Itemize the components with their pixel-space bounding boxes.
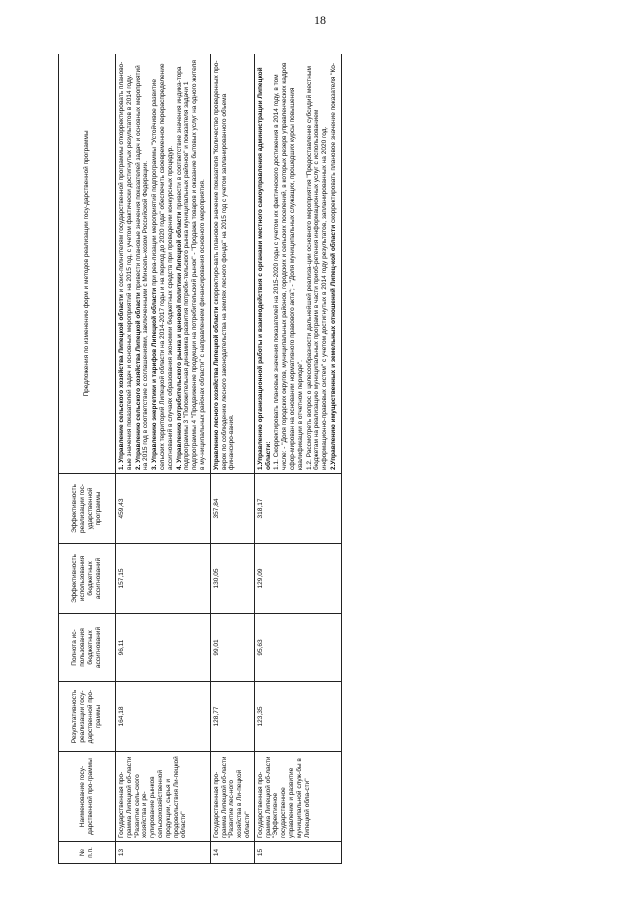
proposal-text: и соис-полнителям государственной программы откорректировать планово-вые значения показателей задач и основных мероприятий на 2015 год, с учетом фактически достигнутых результатов в 2014 году. (118, 61, 133, 470)
row-number: 14 (210, 842, 254, 864)
header-efficiency-program: Эффективность реализации гос-ударственной программы (59, 474, 116, 544)
effectiveness-value: 123,35 (254, 682, 341, 752)
proposal-text: 1.1. Скорректировать плановые значения показателей на 2015-2020 годы с учетом их фактического достижения в 2014 году, в том числе: - "Доля городских округов, муниципальных районов, городских и сельских поселений, в которых резерв управленческих кадров сфор-мирован на основании нормативного правового акта"; - "Доля муниципальных служащих, прошедших курсы повышения квалификации в отчетном периоде". (273, 62, 304, 470)
proposal-bold: 2. Управлению сельского хозяйства Липецкой области (134, 292, 142, 470)
efficiency-program-value: 318,17 (254, 474, 341, 544)
proposals-cell (210, 54, 254, 474)
completeness-value: 99,01 (210, 614, 254, 682)
proposal-bold: 3. Управлению энергетики и тарифов Липецкой области (151, 287, 159, 470)
program-name: Государственная про-грамма Липецкой об-ласти "Развитие лес-ного хозяйства в Ли-пецкой области" (210, 752, 254, 842)
header-proposals: Предложения по изменению форм и методов реализации госу-дарственной программы (59, 54, 116, 474)
rotated-table-area (58, 54, 598, 864)
program-name: Государственная про-грамма Липецкой об-ласти "Развитие сель-ского хозяйства и ре-гулирование рынков сельскохозяйственной продукции, сырья и продовольствия Ли-пецкой области" (116, 752, 211, 842)
proposals-cell (116, 54, 211, 474)
efficiency-funds-value: 130,05 (210, 544, 254, 614)
proposal-paragraph (257, 57, 273, 470)
efficiency-funds-value: 129,09 (254, 544, 341, 614)
row-number: 13 (116, 842, 211, 864)
effectiveness-value: 164,18 (116, 682, 211, 752)
proposals-cell (254, 54, 341, 474)
table-header-row (59, 54, 116, 864)
rotated-table-canvas (58, 54, 598, 864)
efficiency-program-value: 357,84 (210, 474, 254, 544)
proposal-paragraph (213, 57, 236, 470)
header-efficiency-funds: Эффективность использования бюджетных ассигнований (59, 544, 116, 614)
proposal-bold: 1.Управлению организационной работы и взаимодействия с органами местного самоуправления администрации Липецкой области: (256, 67, 272, 470)
header-program: Наименование госу-дарственной про-граммы (59, 752, 116, 842)
proposal-text: при реа-лизации мероприятий подпрограммы "Устойчивое развитие сельских территорий Липецкой области на 2014-2017 годы и на период до 2020 года" обеспечить своевременное перераспределение ассигнований в случаях образования экономии бюджетных средств при проведении конкурсных процедур. (151, 63, 174, 470)
proposal-bold: 1. Управление сельского хозяйства Липецкой области (118, 294, 125, 470)
header-completeness: Полнота ис-пользования бюджетных ассигнований (59, 614, 116, 682)
completeness-value: 95,63 (254, 614, 341, 682)
proposal-bold: Управлению лесного хозяйства Липецкой области (212, 306, 220, 470)
proposal-text: привести плановые значения показателей задач и основных мероприятий на 2015 год в соответствие с соглашениями, заключенными с Минсель-хозом Российской Федерации. (134, 65, 150, 470)
effectiveness-value: 128,77 (210, 682, 254, 752)
proposal-paragraph (118, 57, 134, 470)
proposal-paragraph (330, 57, 338, 470)
proposal-bold: 2.Управлению имущественных и земельных отношений Липец-кой области (329, 224, 337, 470)
header-effectiveness: Результативность реализации госу-дарственной про-граммы (59, 682, 116, 752)
proposal-text: 1.2. Рассмотреть вопрос о целесообразности дальнейшей реализа-ции основного мероприятия "Предоставление субсидий местным бюджетам на реализацию муниципальных программ в части приоб-ретения информационных услуг с использованием информационно-правовых систем" с учетом достигнутых в 2014 году результатов, запланированных на 2020 год. (305, 66, 329, 470)
proposal-paragraph (151, 57, 174, 470)
table-row (116, 54, 211, 864)
completeness-value: 96,11 (116, 614, 211, 682)
proposal-text: скорректиро-вать плановое значение показателя "Количество проведенных про-верок по соблюдению лесного законодательства на землях лесного фонда" на 2015 год с учетом запланированного объема финансиро-вания. (212, 60, 236, 470)
proposal-text: скорректировать плановое значение показателя "Ко- (329, 62, 337, 225)
table-row (210, 54, 254, 864)
table-row (254, 54, 341, 864)
proposal-paragraph (273, 57, 304, 470)
proposal-bold: 4. Управлению потребительского рынка и ценовой политики Липецкой области (175, 211, 183, 470)
page-number: 18 (314, 13, 326, 27)
row-number: 15 (254, 842, 341, 864)
proposal-paragraph (135, 57, 151, 470)
program-name: Государственная про-грамма Липецкой об-ласти "Эффективное государственное управление и развитие муниципальной служ-бы в Липецкой обла-сти" (254, 752, 341, 842)
proposal-paragraph (176, 57, 207, 470)
proposal-paragraph (306, 57, 329, 470)
header-no: № п.п. (59, 842, 116, 864)
program-evaluation-table (58, 54, 342, 864)
efficiency-program-value: 459,43 (116, 474, 211, 544)
proposal-text: привести в соответствие значения индика-тора подпрограммы 3 "Положительная динамика развития потреби-тельского рынка муниципальных районов" и показателя задачи 1 подпрограммы 4 "Продвижение продукции на потребительский рынок" - "Продажа товаров и оказание бытовых услуг на одного жителя в му-ниципальных районах области" с направлением финансирования основного мероприятия. (175, 60, 206, 470)
efficiency-funds-value: 157,15 (116, 544, 211, 614)
